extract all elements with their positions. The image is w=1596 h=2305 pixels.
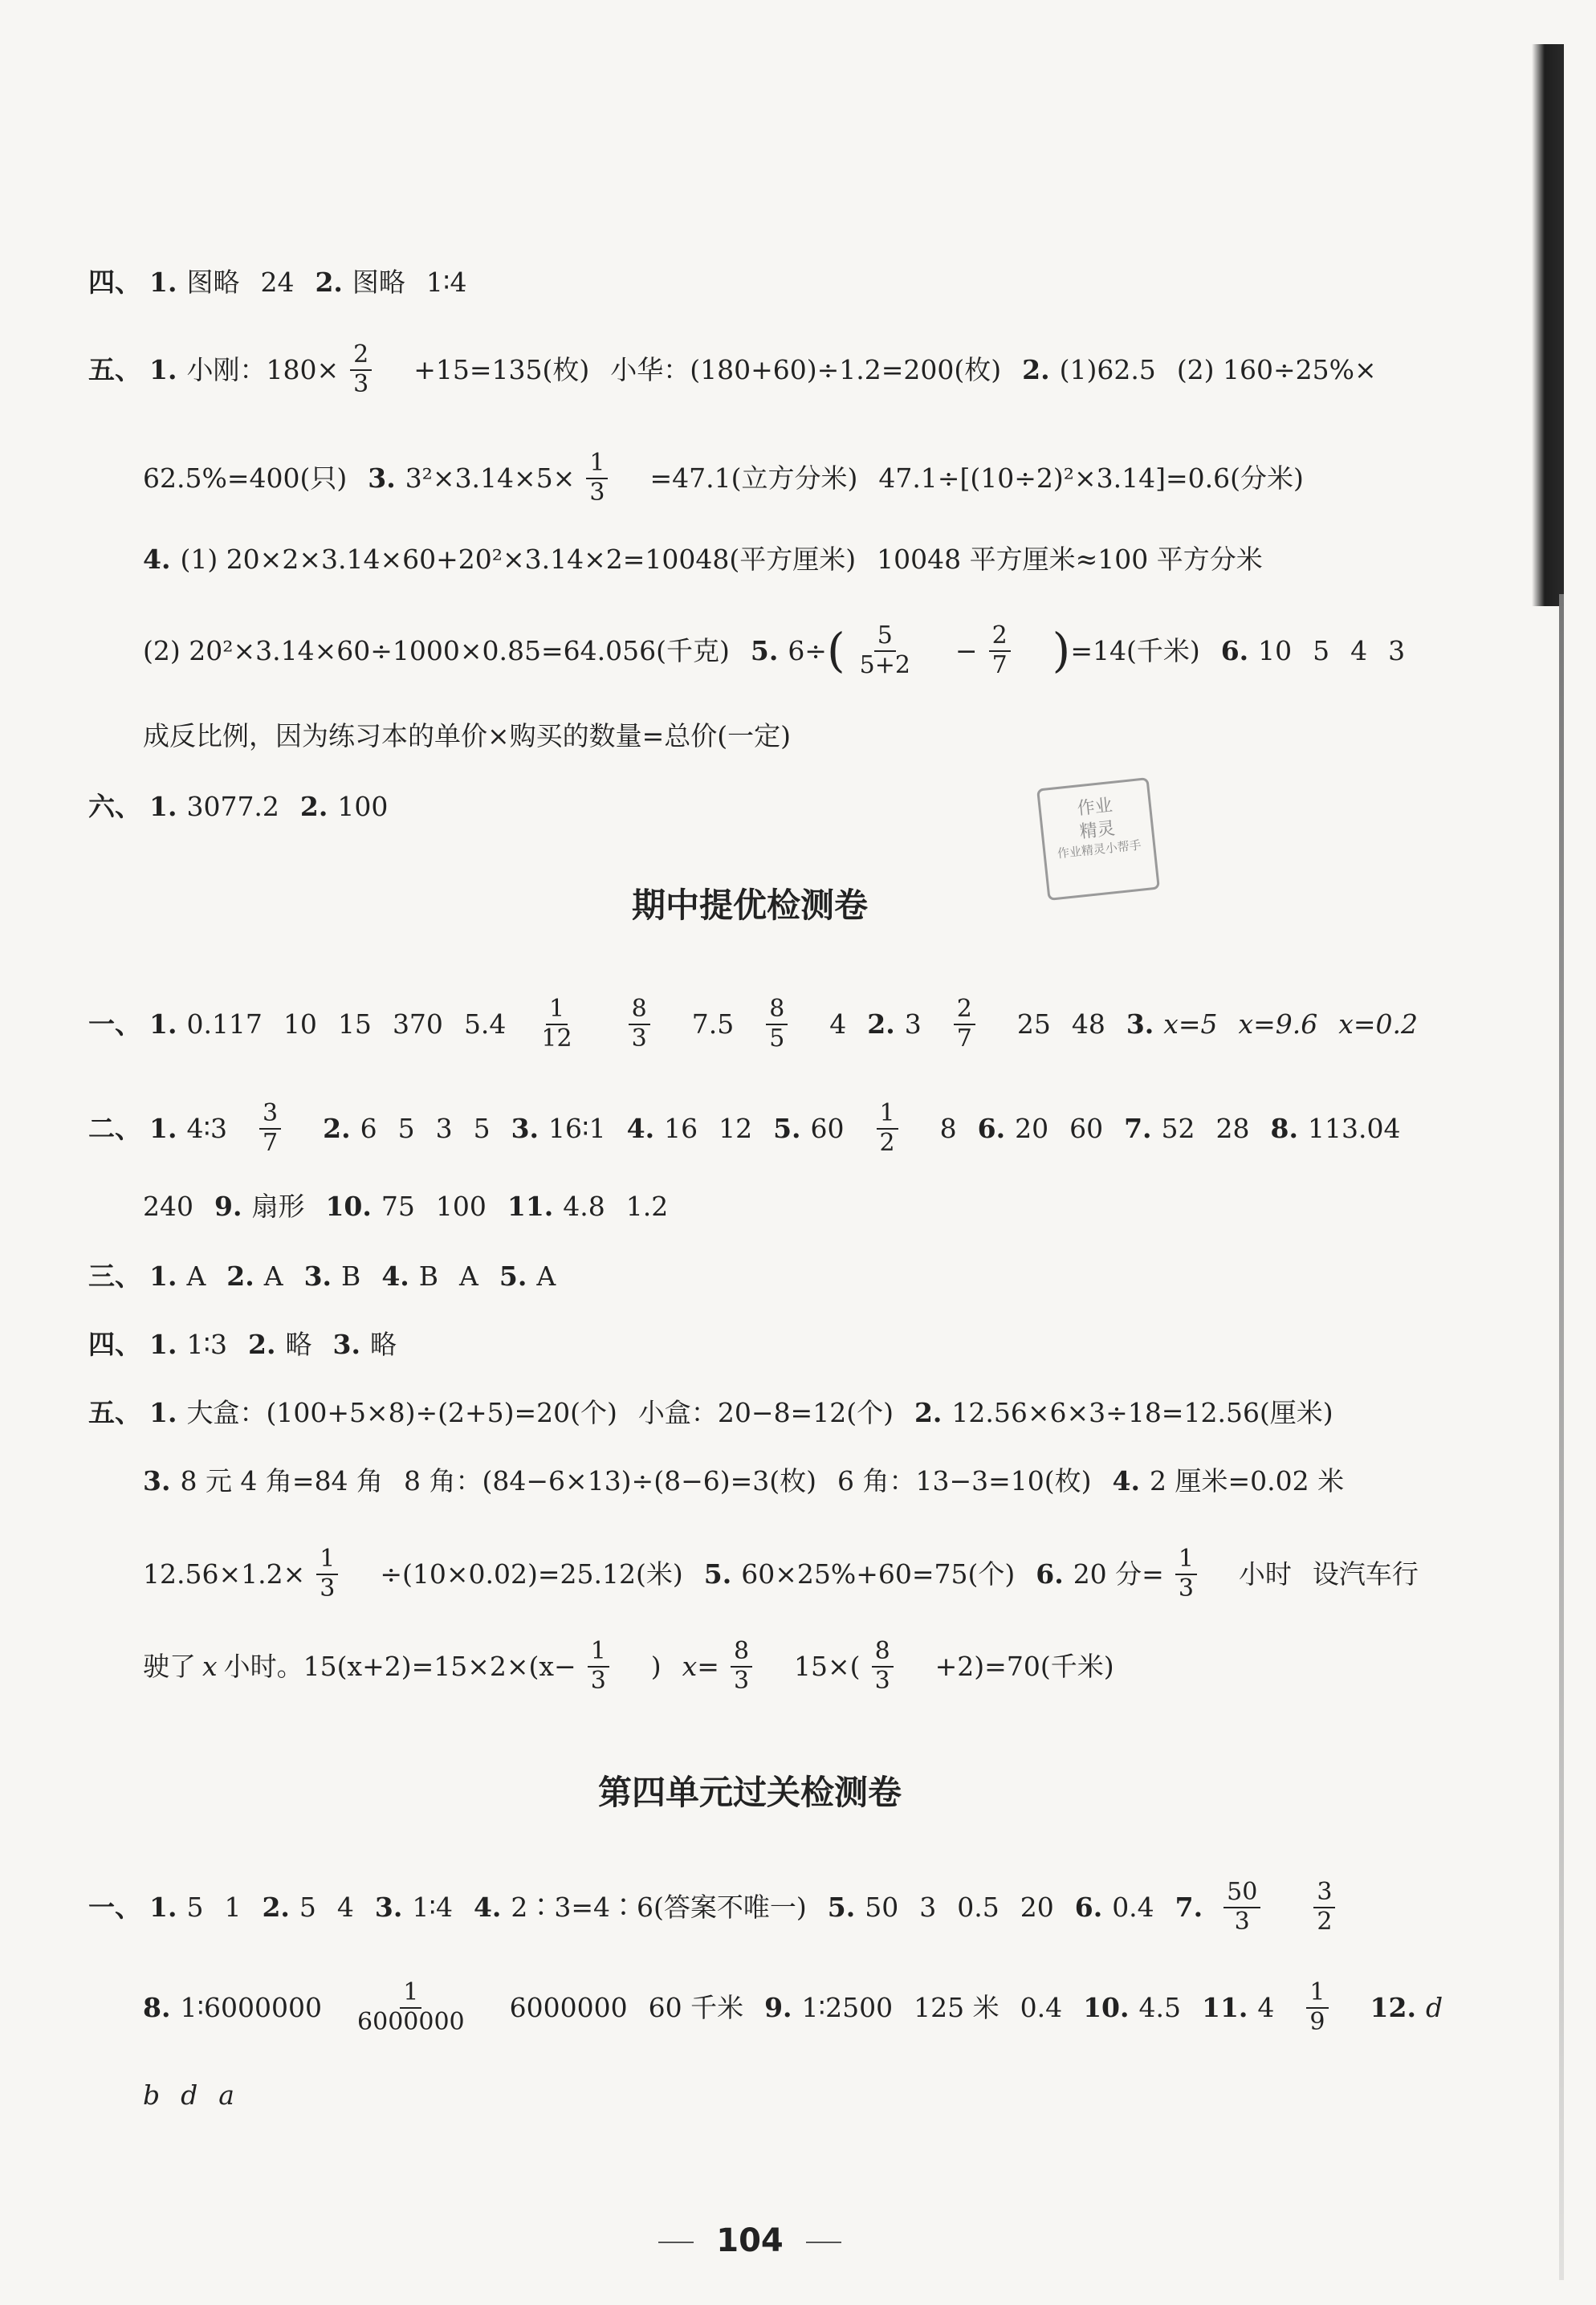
- answer-text: x=0.2: [1338, 1008, 1419, 1040]
- answer-text: 图略: [352, 267, 405, 298]
- answer-text: 75: [381, 1191, 415, 1222]
- answer-text: 6.: [1036, 1558, 1064, 1590]
- answer-text: 60: [1069, 1112, 1104, 1144]
- fraction: [586, 450, 629, 507]
- review-s4-line: [88, 267, 1492, 299]
- answer-text: 20: [1020, 1891, 1054, 1923]
- fraction: [1223, 1879, 1281, 1936]
- answer-text: 3.: [374, 1891, 403, 1923]
- answer-text: 1∶4: [412, 1891, 453, 1923]
- answer-text: 4: [829, 1008, 847, 1040]
- answer-text: 3: [631, 1024, 647, 1053]
- answer-text: 0.4: [1112, 1891, 1154, 1923]
- answer-text: 2.: [323, 1112, 351, 1144]
- answer-text: A: [459, 1260, 478, 1292]
- answer-text: 一、: [88, 1891, 141, 1923]
- answer-text: 一、: [88, 1008, 141, 1040]
- answer-text: 62.5%=400(只): [143, 462, 348, 494]
- answer-text: 六、: [88, 791, 141, 822]
- answer-text: 5: [299, 1891, 316, 1923]
- answer-text: 1.: [149, 1891, 177, 1923]
- answer-text: 1∶6000000: [180, 1991, 323, 2023]
- answer-text: 60 千米: [648, 1991, 744, 2023]
- answer-text: 4∶3: [186, 1112, 228, 1144]
- answer-text: 4.: [1112, 1465, 1140, 1497]
- review-s5-line3: [143, 544, 1492, 576]
- answer-text: 104: [716, 2222, 784, 2259]
- answer-text: x=: [682, 1650, 719, 1682]
- answer-text: 60: [810, 1112, 845, 1144]
- answer-text: 8: [731, 1638, 752, 1668]
- answer-text: 1.: [149, 1397, 177, 1428]
- answer-text: 3: [904, 1008, 922, 1040]
- answer-text: 8 角：(84−6×13)÷(8−6)=3(枚): [404, 1465, 816, 1497]
- answer-text: 7: [991, 650, 1008, 679]
- answer-text: 2.: [315, 267, 343, 298]
- midterm-s1-line: [88, 996, 1492, 1053]
- answer-text: 5.: [703, 1558, 732, 1590]
- answer-text: 4.: [143, 544, 171, 575]
- answer-text: 5: [1313, 634, 1330, 666]
- answer-text: 3: [435, 1112, 453, 1144]
- answer-text: 20 分=: [1073, 1558, 1164, 1590]
- answer-text: 100: [435, 1191, 487, 1222]
- answer-text: 3: [590, 1666, 606, 1695]
- answer-text: 2.: [262, 1891, 290, 1923]
- fraction: [877, 1100, 919, 1157]
- answer-text: 1.: [149, 1008, 177, 1040]
- answer-text: 略: [285, 1329, 312, 1360]
- section-title-midterm: 期中提优检测卷: [631, 886, 868, 925]
- answer-text: 1.: [149, 267, 177, 298]
- answer-text: 8: [766, 996, 788, 1025]
- answer-text: 7.: [1124, 1112, 1152, 1144]
- page-number: [0, 2222, 1500, 2259]
- answer-text: 5.: [827, 1891, 856, 1923]
- fraction: [350, 341, 393, 398]
- answer-text: 6 角：13−3=10(枚): [837, 1465, 1092, 1497]
- answer-text: 48: [1071, 1008, 1105, 1040]
- midterm-s3-line: [88, 1260, 1492, 1293]
- answer-text: 52: [1161, 1112, 1195, 1144]
- answer-text: 精灵: [1078, 818, 1117, 842]
- answer-text: 5.: [499, 1260, 527, 1292]
- review-s6-line: [88, 791, 1492, 823]
- answer-text: +2)=70(千米): [934, 1650, 1114, 1682]
- answer-text: 6000000: [357, 2007, 465, 2036]
- answer-text: 6: [360, 1112, 377, 1144]
- fraction: [316, 1545, 359, 1603]
- answer-text: 扇形: [251, 1191, 305, 1222]
- answer-text: 2.: [914, 1397, 943, 1428]
- answer-text: 2: [954, 996, 975, 1025]
- answer-text: 2: [989, 622, 1011, 652]
- answer-text: 1.: [149, 1329, 177, 1360]
- midterm-s5-line2: [143, 1465, 1492, 1497]
- answer-text: 10: [1258, 634, 1293, 666]
- answer-text: 3.: [1126, 1008, 1154, 1040]
- answer-text: b: [143, 2079, 161, 2111]
- answer-text: 5.: [750, 634, 779, 666]
- page-edge-shadow: [1532, 44, 1564, 606]
- answer-text: 小时: [1238, 1558, 1292, 1590]
- answer-text: 5.4: [463, 1008, 507, 1040]
- answer-text: 1: [877, 1100, 898, 1130]
- answer-text: 12: [719, 1112, 753, 1144]
- answer-text: 3.: [143, 1465, 171, 1497]
- answer-text: 3: [259, 1100, 281, 1130]
- answer-text: 6.: [977, 1112, 1006, 1144]
- answer-text: x=9.6: [1238, 1008, 1318, 1040]
- answer-text: 10: [283, 1008, 317, 1040]
- answer-text: 3: [733, 1666, 750, 1695]
- answer-text: 1: [400, 1979, 421, 2009]
- answer-text: 1.: [149, 1260, 177, 1292]
- answer-text: 作业精灵小帮手: [1057, 837, 1142, 861]
- answer-text: 大盒：(100+5×8)÷(2+5)=20(个): [186, 1397, 617, 1428]
- answer-text: 3.: [303, 1260, 332, 1292]
- answer-text: 2.: [867, 1008, 895, 1040]
- fraction: [1175, 1545, 1218, 1603]
- answer-text: 驶了: [143, 1650, 196, 1682]
- midterm-s5-line4: [143, 1638, 1492, 1695]
- answer-text: 略: [369, 1329, 397, 1360]
- answer-text: 4: [1350, 634, 1368, 666]
- answer-text: 1∶2500: [801, 1991, 894, 2023]
- answer-text: =14(千米): [1070, 634, 1200, 666]
- midterm-s5-line3: [143, 1545, 1492, 1603]
- answer-text: 四、: [88, 1329, 141, 1360]
- answer-text: 12: [541, 1024, 572, 1053]
- answer-text: 4.8: [563, 1191, 605, 1222]
- answer-text: 5.: [773, 1112, 801, 1144]
- answer-text: 小刚：180×: [186, 353, 340, 385]
- answer-text: 小华：(180+60)÷1.2=200(枚): [610, 353, 1002, 385]
- fraction: [857, 622, 934, 679]
- fraction: [954, 996, 996, 1053]
- answer-text: 4.: [626, 1112, 655, 1144]
- answer-text: 0.5: [957, 1891, 1000, 1923]
- answer-text: 小盒：20−8=12(个): [637, 1397, 894, 1428]
- answer-text: 15×(: [794, 1650, 861, 1682]
- answer-text: (1) 20×2×3.14×60+20²×3.14×2=10048(平方厘米): [180, 544, 857, 575]
- answer-text: 7: [956, 1024, 972, 1053]
- answer-text: 2 厘米=0.02 米: [1149, 1465, 1345, 1497]
- answer-text: (1)62.5: [1059, 353, 1156, 385]
- fraction: [588, 1638, 630, 1695]
- answer-text: 图略: [186, 267, 240, 298]
- answer-text: 1: [588, 1638, 609, 1668]
- answer-text: ): [650, 1650, 662, 1682]
- answer-text: 16: [664, 1112, 698, 1144]
- answer-text: 成反比例，因为练习本的单价×购买的数量=总价(一定): [143, 720, 792, 751]
- answer-text: 5: [186, 1891, 204, 1923]
- answer-text: 50: [865, 1891, 899, 1923]
- answer-text: 20: [1015, 1112, 1049, 1144]
- midterm-s5-line1: [88, 1397, 1492, 1429]
- answer-text: 作业: [1076, 795, 1114, 820]
- answer-text: 2: [879, 1128, 895, 1157]
- answer-text: 5: [397, 1112, 415, 1144]
- answer-text: 4.5: [1138, 1991, 1181, 2023]
- answer-text: 8.: [1270, 1112, 1298, 1144]
- answer-text: =47.1(立方分米): [649, 462, 858, 494]
- answer-text: 6.: [1220, 634, 1249, 666]
- answer-text: B: [418, 1260, 439, 1292]
- answer-text: 三、: [88, 1260, 141, 1292]
- page-edge-line: [1559, 594, 1564, 2280]
- answer-text: 3: [589, 478, 605, 507]
- answer-text: 3: [874, 1666, 890, 1695]
- answer-text: B: [341, 1260, 361, 1292]
- review-s5-line5: [143, 720, 1492, 752]
- answer-text: (2) 160÷25%×: [1176, 353, 1377, 385]
- answer-text: 4.: [381, 1260, 409, 1292]
- answer-text: 小时。15(x+2)=15×2×(x−: [223, 1650, 576, 1682]
- answer-text: 2.: [299, 791, 328, 822]
- answer-text: 10.: [1083, 1991, 1130, 2023]
- answer-text: 7.: [1175, 1891, 1203, 1923]
- fraction: [1306, 1979, 1349, 2036]
- answer-text: 3²×3.14×5×: [405, 462, 576, 494]
- answer-text: 3: [1388, 634, 1406, 666]
- answer-text: 8: [939, 1112, 957, 1144]
- answer-text: 五、: [88, 1397, 141, 1428]
- answer-text: 3: [1178, 1574, 1194, 1603]
- unit4-s1-line2: [143, 1979, 1492, 2036]
- answer-text: 设汽车行: [1312, 1558, 1419, 1590]
- answer-text: 10.: [325, 1191, 372, 1222]
- review-s5-line4: (2) 20²×3.14×60÷1000×0.85=64.056(千克) 5. 6÷ ( $\frac{5}{5+2}$ − $\frac{2}{7}$ ) =14(千米) 6. 10 5 4 3: [143, 621, 1406, 679]
- answer-text: 0.4: [1020, 1991, 1063, 2023]
- midterm-s2-line2: [143, 1191, 1492, 1223]
- answer-text: 6000000: [509, 1991, 628, 2023]
- fraction: [629, 996, 671, 1053]
- answer-text: 7: [263, 1128, 279, 1157]
- answer-text: 47.1÷[(10÷2)²×3.14]=0.6(分米): [878, 462, 1304, 494]
- answer-text: 5+2: [859, 650, 910, 679]
- answer-text: 100: [337, 791, 389, 822]
- answer-text: 1: [224, 1891, 242, 1923]
- answer-text: 2.: [1022, 353, 1050, 385]
- answer-text: 3: [353, 369, 369, 398]
- answer-text: 15: [337, 1008, 372, 1040]
- answer-text: 10048 平方厘米≈100 平方分米: [877, 544, 1263, 575]
- answer-text: 1.: [149, 1112, 177, 1144]
- answer-text: 6.: [1074, 1891, 1103, 1923]
- answer-text: 12.56×1.2×: [143, 1558, 306, 1590]
- answer-text: +15=135(枚): [413, 353, 590, 385]
- section-title-unit4: 第四单元过关检测卷: [597, 1773, 902, 1812]
- answer-text: (2) 20²×3.14×60÷1000×0.85=64.056(千克): [143, 634, 730, 666]
- fraction: [259, 1100, 302, 1157]
- answer-text: 3.: [368, 462, 396, 494]
- answer-text: 4: [336, 1891, 354, 1923]
- answer-text: 6÷: [788, 634, 827, 666]
- answer-text: 7.5: [691, 1008, 735, 1040]
- fraction: [538, 996, 596, 1053]
- answer-text: 9.: [214, 1191, 242, 1222]
- answer-text: 2∶3=4∶6(答案不唯一): [511, 1891, 807, 1923]
- review-s5-line1: [88, 341, 1492, 398]
- answer-text: 370: [392, 1008, 443, 1040]
- answer-text: 125 米: [914, 1991, 1000, 2023]
- answer-text: 二、: [88, 1112, 141, 1144]
- answer-text: 5: [874, 622, 896, 652]
- answer-text: x: [202, 1650, 218, 1682]
- fraction: [766, 996, 808, 1053]
- answer-text: 4: [1257, 1991, 1275, 2023]
- unit4-s1-line3: [143, 2079, 1492, 2112]
- answer-text: 3.: [511, 1112, 539, 1144]
- answer-text: 3: [1313, 1879, 1335, 1908]
- answer-text: 8.: [143, 1991, 171, 2023]
- answer-text: 240: [143, 1191, 193, 1222]
- answer-text: 9.: [764, 1991, 792, 2023]
- answer-text: 60×25%+60=75(个): [741, 1558, 1016, 1590]
- answer-text: −: [955, 634, 978, 666]
- answer-text: 3077.2: [186, 791, 279, 822]
- answer-text: ÷(10×0.02)=25.12(米): [380, 1558, 683, 1590]
- answer-text: d: [181, 2079, 198, 2111]
- answer-text: 5: [473, 1112, 491, 1144]
- answer-text: 1: [1175, 1545, 1197, 1575]
- answer-text: 8: [629, 996, 650, 1025]
- answer-text: 1: [316, 1545, 338, 1575]
- answer-text: d: [1425, 1991, 1443, 2023]
- answer-text: 4.: [473, 1891, 502, 1923]
- answer-text: 3: [320, 1574, 336, 1603]
- fraction: [989, 622, 1032, 679]
- answer-text: 1.2: [625, 1191, 669, 1222]
- answer-text: 1∶3: [186, 1329, 228, 1360]
- fraction: [731, 1638, 773, 1695]
- fraction: [872, 1638, 914, 1695]
- answer-text: 2.: [226, 1260, 254, 1292]
- fraction: [354, 1979, 489, 2036]
- answer-text: 11.: [1202, 1991, 1248, 2023]
- answer-text: 1: [546, 996, 568, 1025]
- answer-text: 1: [1306, 1979, 1328, 2009]
- answer-text: 8 元 4 角=84 角: [180, 1465, 384, 1497]
- answer-text: 16∶1: [548, 1112, 606, 1144]
- answer-text: 28: [1215, 1112, 1250, 1144]
- answer-text: A: [186, 1260, 206, 1292]
- answer-text: a: [218, 2079, 234, 2111]
- midterm-s4-line: [88, 1329, 1492, 1361]
- answer-text: 9: [1309, 2007, 1325, 2036]
- answer-text: 3: [1234, 1907, 1250, 1936]
- answer-text: 3: [919, 1891, 937, 1923]
- answer-text: 五、: [88, 353, 141, 385]
- answer-text: 1∶4: [425, 267, 467, 298]
- answer-text: 0.117: [186, 1008, 263, 1040]
- answer-text: 12.56×6×3÷18=12.56(厘米): [951, 1397, 1333, 1428]
- fraction: [1313, 1879, 1356, 1936]
- midterm-s2-line1: [88, 1100, 1492, 1157]
- answer-text: 1.: [149, 353, 177, 385]
- answer-text: A: [536, 1260, 556, 1292]
- answer-text: 25: [1016, 1008, 1051, 1040]
- answer-text: 1.: [149, 791, 177, 822]
- unit4-s1-line1: [88, 1879, 1492, 1936]
- answer-text: 2: [350, 341, 372, 371]
- answer-text: 5: [769, 1024, 785, 1053]
- answer-text: 12.: [1370, 1991, 1416, 2023]
- answer-text: 2: [1317, 1907, 1333, 1936]
- answer-text: 50: [1223, 1879, 1260, 1908]
- answer-text: 24: [260, 267, 295, 298]
- answer-text: 113.04: [1307, 1112, 1401, 1144]
- answer-text: x=5: [1163, 1008, 1218, 1040]
- answer-text: 四、: [88, 267, 141, 298]
- answer-text: 1: [586, 450, 608, 479]
- answer-text: A: [263, 1260, 283, 1292]
- review-s5-line2: [143, 450, 1492, 507]
- answer-text: 8: [872, 1638, 894, 1668]
- answer-text: 11.: [507, 1191, 554, 1222]
- answer-text: 3.: [332, 1329, 360, 1360]
- answer-text: 2.: [248, 1329, 276, 1360]
